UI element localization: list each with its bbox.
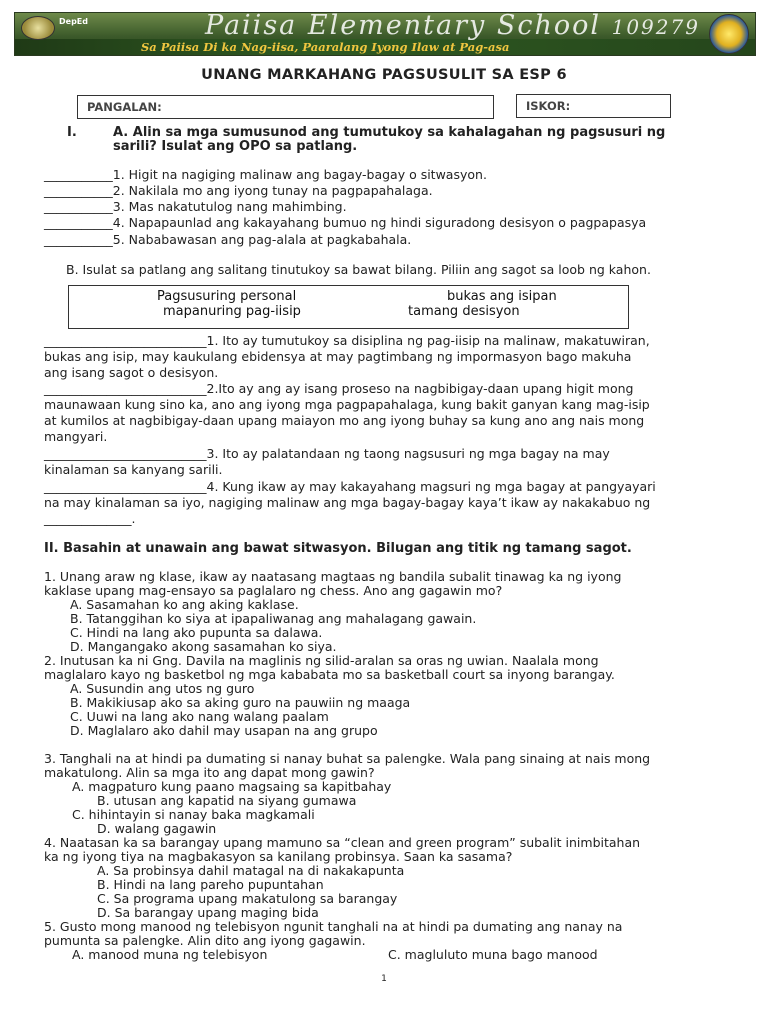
school-banner	[14, 12, 756, 56]
word-bank-item: bukas ang isipan	[447, 289, 557, 304]
page-number: 1	[381, 974, 387, 984]
q2-choice[interactable]: D. Maglalaro ako dahil may usapan na ang grupo	[70, 723, 378, 738]
word-bank-box	[68, 285, 629, 329]
part1b-instruction: B. Isulat sa patlang ang salitang tinutukoy sa bawat bilang. Piliin ang sagot sa loob ng kahon.	[66, 262, 651, 277]
q3-choice[interactable]: B. utusan ang kapatid na siyang gumawa	[97, 793, 357, 808]
school-seal-icon	[709, 14, 749, 54]
q2-stem: maglalaro kayo ng basketbol ng mga kababata mo sa basketball court sa inyong barangay.	[44, 667, 615, 682]
q3-stem: makatulong. Alin sa mga ito ang dapat mong gawin?	[44, 765, 375, 780]
q4-stem: 4. Naatasan ka sa barangay upang mamuno sa “clean and green program” subalit inimbitahan	[44, 835, 641, 850]
q1-stem: kaklase upang mag-ensayo sa paglalaro ng chess. Ano ang gagawin mo?	[44, 583, 503, 598]
q1-choice[interactable]: D. Mangangako akong sasamahan ko siya.	[70, 639, 337, 654]
q4-choice[interactable]: B. Hindi na lang pareho pupuntahan	[97, 877, 324, 892]
part1-item: ___________3. Mas nakatutulog nang mahimbing.	[44, 199, 347, 214]
q3-choice[interactable]: D. walang gagawin	[97, 821, 217, 836]
q5-choice[interactable]: A. manood muna ng telebisyon	[72, 947, 268, 962]
part1-item: ___________5. Nababawasan ang pag-alala at pagkabahala.	[44, 232, 412, 247]
q4-choice[interactable]: A. Sa probinsya dahil matagal na di nakakapunta	[97, 863, 405, 878]
score-label: ISKOR:	[526, 99, 571, 113]
part1b-item-1: __________________________1. Ito ay tumutukoy sa disiplina ng pag-iisip na malinaw, makatuwiran, bukas ang isip, may kaukulang ebidensya at may pagtimbang ng impormasyon bago makuha ang isang sagot o desisyon.	[44, 333, 650, 380]
banner-school-name: Paiisa Elementary School 109279	[205, 12, 700, 41]
part1-instruction-line1: A. Alin sa mga sumusunod ang tumutukoy sa kahalagahan ng pagsusuri ng	[113, 125, 666, 140]
q2-choice[interactable]: C. Uuwi na lang ako nang walang paalam	[70, 709, 329, 724]
part1-item: ___________4. Napapaunlad ang kakayahang bumuo ng hindi siguradong desisyon o pagpapasya	[44, 215, 647, 230]
part1b-item-3: __________________________3. Ito ay palatandaan ng taong nagsusuri ng mga bagay na may kinalaman sa kanyang sarili.	[44, 446, 610, 477]
q3-choice[interactable]: A. magpaturo kung paano magsaing sa kapitbahay	[72, 779, 392, 794]
part1b-item-2: __________________________2.Ito ay ang ay isang proseso na nagbibigay-daan upang higit mong maunawaan kung sino ka, ano ang iyong mga pagpapahalaga, kung bakit ganyan kang mag-isip at kumilos at nagbibigay-daan upang maiayon mo ang iyong buhay sa kung ano ang nais mong mangyari.	[44, 381, 650, 444]
q1-choice[interactable]: B. Tatanggihan ko siya at ipapaliwanag ang mahalagang gawain.	[70, 611, 477, 626]
part1-numeral: I.	[67, 125, 77, 140]
q4-choice[interactable]: D. Sa barangay upang maging bida	[97, 905, 319, 920]
q5-choice[interactable]: C. magluluto muna bago manood	[388, 947, 598, 962]
q1-choice[interactable]: C. Hindi na lang ako pupunta sa dalawa.	[70, 625, 323, 640]
word-bank-item: Pagsusuring personal	[157, 289, 297, 304]
part1-item: ___________1. Higit na nagiging malinaw ang bagay-bagay o sitwasyon.	[44, 167, 487, 182]
score-field[interactable]	[516, 94, 671, 118]
deped-logo-icon	[21, 16, 55, 40]
name-field[interactable]	[77, 95, 494, 119]
part1-instruction-line2: sarili? Isulat ang OPO sa patlang.	[113, 139, 358, 154]
q2-choice[interactable]: B. Makikiusap ako sa aking guro na pauwiin ng maaga	[70, 695, 411, 710]
q3-stem: 3. Tanghali na at hindi pa dumating si nanay buhat sa palengke. Wala pang sinaing at nais mong	[44, 751, 651, 766]
part1-item: ___________2. Nakilala mo ang iyong tunay na pagpapahalaga.	[44, 183, 433, 198]
q4-choice[interactable]: C. Sa programa upang makatulong sa barangay	[97, 891, 398, 906]
part2-heading: II. Basahin at unawain ang bawat sitwasyon. Bilugan ang titik ng tamang sagot.	[44, 541, 632, 556]
word-bank-item: tamang desisyon	[408, 304, 520, 319]
q5-stem: pumunta sa palengke. Alin dito ang iyong gagawin.	[44, 933, 366, 948]
q1-stem: 1. Unang araw ng klase, ikaw ay naatasang magtaas ng bandila subalit tinawag ka ng iyong	[44, 569, 622, 584]
q5-stem: 5. Gusto mong manood ng telebisyon ngunit tanghali na at hindi pa dumating ang nanay na	[44, 919, 623, 934]
q2-choice[interactable]: A. Susundin ang utos ng guro	[70, 681, 255, 696]
q3-choice[interactable]: C. hihintayin si nanay baka magkamali	[72, 807, 315, 822]
page-title: UNANG MARKAHANG PAGSUSULIT SA ESP 6	[201, 67, 567, 83]
q2-stem: 2. Inutusan ka ni Gng. Davila na maglinis ng silid-aralan sa oras ng uwian. Naalala mong	[44, 653, 599, 668]
part1b-item-4: __________________________4. Kung ikaw ay may kakayahang magsuri ng mga bagay at pangyayari na may kinalaman sa iyo, nagiging malinaw ang mga bagay-bagay kaya’t ikaw ay nakakabuo ng ______________.	[44, 479, 656, 526]
banner-left-label: DepEd	[59, 17, 88, 26]
q4-stem: ka ng iyong tiya na magbakasyon sa kanilang probinsya. Saan ka sasama?	[44, 849, 513, 864]
q1-choice[interactable]: A. Sasamahan ko ang aking kaklase.	[70, 597, 299, 612]
word-bank-item: mapanuring pag-iisip	[163, 304, 301, 319]
banner-motto: Sa Paiisa Di ka Nag-iisa, Paaralang Iyong Ilaw at Pag-asa	[141, 40, 510, 54]
name-label: PANGALAN:	[87, 100, 162, 114]
